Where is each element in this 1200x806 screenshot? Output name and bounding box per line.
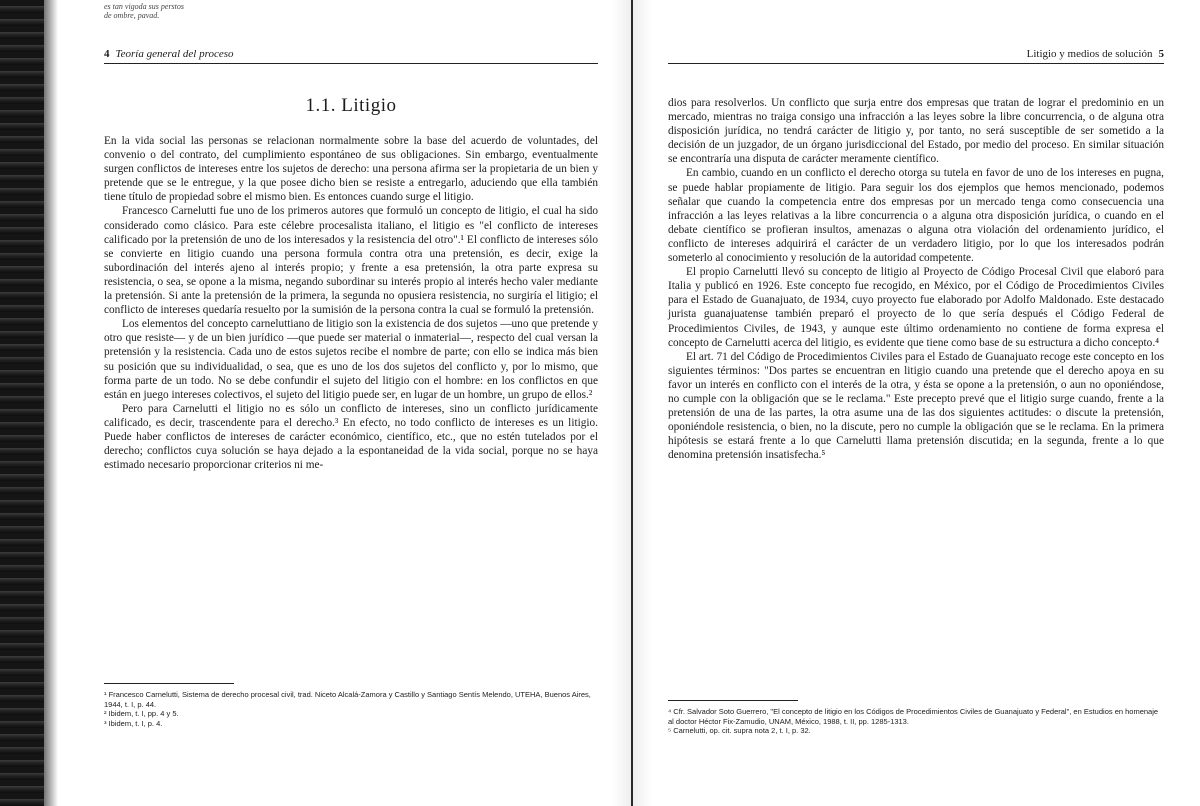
binding-edge-shadow	[44, 0, 58, 806]
paragraph: dios para resolverlos. Un conflicto que surja entre dos empresas que tratan de lograr el predominio en un mercado, mientras no traiga consigo una infracción a las leyes sobre la libre concurrencia, o de alguna otra disposición jurídica, no tendrá carácter de litigio y, por tanto, no será susceptible de ser sometido a la decisión de un juzgador, de un órgano jurisdiccional del Estado, por medio del proceso. En similar situación se encontraría una disputa de carácter meramente científico.	[668, 97, 1164, 166]
right-page	[668, 0, 1164, 806]
body-text-left	[104, 134, 598, 472]
paragraph: El art. 71 del Código de Procedimientos Civiles para el Estado de Guanajuato recoge este concepto en los siguientes términos: "Dos partes se encuentran en litigio cuando una pretende que el derecho apoya en su favor un interés en conflicto con el interés de la otra, y ésta se opone a la pretensión, o aun no oponiéndose, no cumple con la obligación que se le reclama." Este precepto prevé que el litigio surge cuando, frente a la pretensión de una de las partes, la otra asume una de las dos siguientes actitudes: o discute la pretensión, oponiéndole resistencia, o bien, no la discute, pero no cumple la obligación que se le reclama. En la primera hipótesis se estará frente a lo que Carnelutti llama pretensión discutida; en la segunda, frente a lo que denomina pretensión insatisfecha.⁵	[668, 350, 1164, 462]
top-fragment-line: de ombre, pavad.	[104, 11, 160, 20]
running-title: Litigio y medios de solución	[1026, 48, 1153, 60]
paragraph: Pero para Carnelutti el litigio no es sólo un conflicto de intereses, sino un conflicto jurídicamente calificado, es decir, trascendente para el derecho.³ En efecto, no todo conflicto de intereses es un litigio. Puede haber conflictos de intereses de carácter económico, científico, etc., que no estén tutelados por el derecho; conflictos cuya solución se haya dejado a la espontaneidad de la vida social, porque no se haya estimado necesario proporcionar criterios ni me-	[104, 402, 598, 472]
running-title: Teoría general del proceso	[115, 48, 234, 60]
footnote-rule	[668, 700, 798, 701]
top-fragment	[104, 2, 324, 20]
paragraph: Francesco Carnelutti fue uno de los primeros autores que formuló un concepto de litigio, el cual ha sido considerado como clásico. Para este célebre procesalista italiano, el litigio es "el conflicto de intereses calificado por la pretensión de uno de los interesados y la resistencia del otro".¹ El conflicto de intereses sólo se convierte en litigio cuando una persona formula contra otra una pretensión, es decir, exige la subordinación del interés ajeno al interés propio; y frente a esa pretensión, la otra parte expresa su resistencia, o sea, se opone a la misma, negando subordinar su interés propio al interés hecho valer mediante la pretensión. Si ante la pretensión de la primera, la segunda no opusiera resistencia, no surgiría el litigio; el conflicto de intereses quedaría resuelto por la sumisión de la persona contra la cual se formuló la pretensión.	[104, 205, 598, 317]
top-fragment-line: es tan vigoda sus perstos	[104, 2, 184, 11]
footnote: ¹ Francesco Carnelutti, Sistema de derecho procesal civil, trad. Niceto Alcalá-Zamora y Castillo y Santiago Sentís Melendo, UTEHA, Buenos Aires, 1944, t. I, p. 44.	[104, 690, 591, 709]
paragraph: Los elementos del concepto carneluttiano de litigio son la existencia de dos sujetos —uno que pretende y otro que resiste— y de un bien jurídico —que puede ser material o inmaterial—, respecto del cual versan la pretensión y la resistencia. Cada uno de estos sujetos recibe el nombre de parte; con ello se indica más bien su posición que su individualidad, o sea, que es uno de los dos sujetos del conflicto y, por lo mismo, que forma parte de un todo. No se debe confundir el sujeto del litigio con el hombre: en los conflictos en que están en juego intereses colectivos, el sujeto del litigio puede ser, en lugar de un hombre, un grupo de ellos.²	[104, 318, 598, 401]
section-title: 1.1. Litigio	[305, 95, 397, 116]
page-number: 5	[1158, 48, 1164, 60]
footnote: ⁴ Cfr. Salvador Soto Guerrero, "El concepto de litigio en los Códigos de Procedimientos Civiles de Guanajuato y Federal", en Estudios en homenaje al doctor Héctor Fix-Zamudio, UNAM, México, 1988, t. II, pp. 1285-1313.	[668, 707, 1159, 726]
page-number: 4	[104, 48, 110, 60]
running-header-left	[104, 47, 598, 64]
footnote: ³ Ibidem, t. I, p. 4.	[104, 718, 163, 728]
paragraph: En la vida social las personas se relacionan normalmente sobre la base del acuerdo de voluntades, del convenio o del contrato, del cumplimiento espontáneo de sus obligaciones. Sin embargo, eventualmente surgen conflictos de intereses entre los sujetos de derecho: una persona afirma ser la propietaria de un bien y pretende que se le entregue, y la que posee dicho bien se resiste a entregarlo, aduciendo que ella también tiene título de propiedad sobre el mismo bien. Es entonces cuando surge el litigio.	[104, 135, 598, 204]
paragraph: En cambio, cuando en un conflicto el derecho otorga su tutela en favor de uno de los intereses en pugna, se puede hablar propiamente de litigio. Para seguir los dos ejemplos que hemos mencionado, podemos señalar que cuando la competencia entre dos empresas por un mercado tenga como consecuencia una infracción a las leyes relativas a la libre concurrencia o a alguna otra disposición jurídica, o cuando en el debate científico se profieran insultos, amenazas o alguna otra violación del ordenamiento jurídico, el conflicto de intereses adquirirá el carácter de un verdadero litigio, por lo que los interesados podrán someterlo al conocimiento y resolución de la autoridad competente.	[668, 167, 1164, 265]
footnote: ⁵ Carnelutti, op. cit. supra nota 2, t. I, p. 32.	[668, 726, 811, 736]
body-text-right	[668, 96, 1164, 462]
footnotes-left	[104, 690, 598, 728]
binding-shadow	[0, 0, 44, 806]
footnote-rule	[104, 683, 234, 684]
footnotes-right	[668, 707, 1164, 736]
footnote: ² Ibidem, t. I, pp. 4 y 5.	[104, 709, 179, 719]
left-page	[104, 0, 598, 806]
page-gutter	[631, 0, 633, 806]
paragraph: El propio Carnelutti llevó su concepto de litigio al Proyecto de Código Procesal Civil que elaboró para Italia y publicó en 1926. Este concepto fue recogido, en México, por el Código de Procedimientos Civiles para el Estado de Guanajuato, de 1934, cuyo proyecto fue elaborado por Adolfo Maldonado. Este destacado jurista guanajuatense también preparó el proyecto de lo que sería después el Código Federal de Procedimientos Civiles, de 1943, y aunque este último ordenamiento no contiene de forma expresa el concepto de Carnelutti acerca del litigio, es evidente que tiene como base de su estructura a dicho concepto.⁴	[668, 266, 1164, 349]
running-header-right	[668, 47, 1164, 64]
